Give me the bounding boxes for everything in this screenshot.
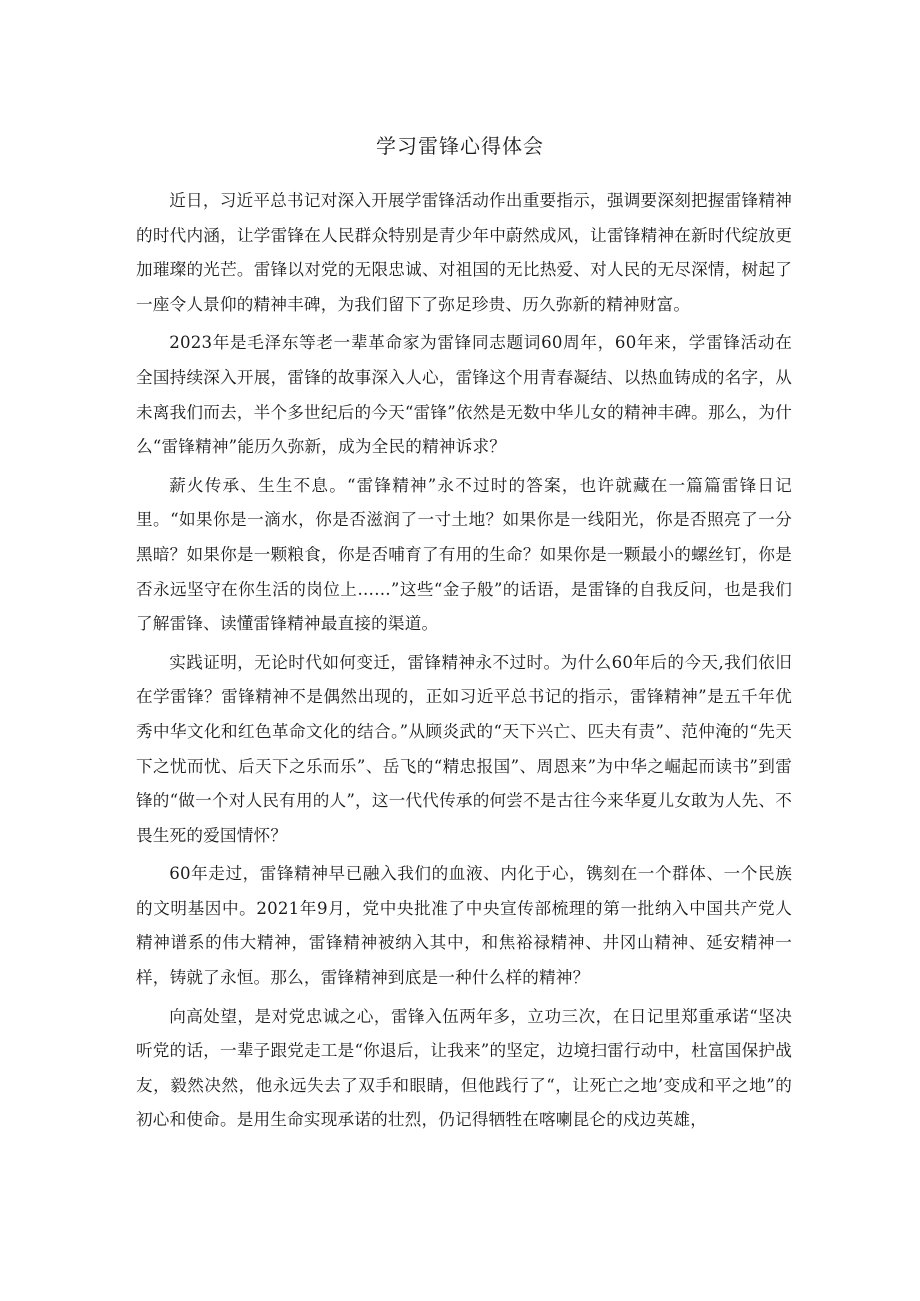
paragraph: 向高处望，是对党忠诚之心，雷锋入伍两年多，立功三次，在日记里郑重承诺“坚决听党的话，一辈子跟党走工是“你退后，让我来”的坚定，边境扫雷行动中，杜富国保护战友，毅然决然，他永远失去了双手和眼睛，但他践行了“，让死亡之地’变成和平之地”的初心和使命。是用生命实现承诺的壮烈，仍记得牺牲在喀喇昆仑的戍边英雄， (136, 1006, 792, 1130)
paragraph: 实践证明，无论时代如何变迁，雷锋精神永不过时。为什么60年后的今天,我们依旧在学雷锋？雷锋精神不是偶然出现的，正如习近平总书记的指示，雷锋精神”是五千年优秀中华文化和红色革命文化的结合。”从顾炎武的“天下兴亡、匹夫有责”、范仲淹的“先天下之忧而忧、后天下之乐而乐”、岳飞的“精忠报国”、周恩来”为中华之崛起而读书”到雷锋的“做一个对人民有用的人”，这一代代传承的何尝不是古往今来华夏儿女敢为人先、不畏生死的爱国情怀？ (136, 652, 792, 845)
paragraph: 薪火传承、生生不息。“雷锋精神”永不过时的答案，也许就藏在一篇篇雷锋日记里。“如果你是一滴水，你是否滋润了一寸土地？如果你是一线阳光，你是否照亮了一分黑暗？如果你是一颗粮食，你是否哺育了有用的生命？如果你是一颗最小的螺丝钉，你是否永远坚守在你生活的岗位上……”这些“金子般”的话语，是雷锋的自我反问，也是我们了解雷锋、读懂雷锋精神最直接的渠道。 (136, 475, 792, 634)
paragraph: 2023年是毛泽东等老一辈革命家为雷锋同志题词60周年，60年来，学雷锋活动在全国持续深入开展，雷锋的故事深入人心，雷锋这个用青春凝结、以热血铸成的名字，从未离我们而去，半个多世纪后的今天“雷锋”依然是无数中华儿女的精神丰碑。那么，为什么“雷锋精神”能历久弥新，成为全民的精神诉求？ (136, 333, 792, 457)
document-body (136, 184, 792, 1142)
document-title: 学习雷锋心得体会 (376, 134, 544, 158)
paragraph: 近日，习近平总书记对深入开展学雷锋活动作出重要指示，强调要深刻把握雷锋精神的时代内涵，让学雷锋在人民群众特别是青少年中蔚然成风，让雷锋精神在新时代绽放更加璀璨的光芒。雷锋以对党的无限忠诚、对祖国的无比热爱、对人民的无尽深情，树起了一座令人景仰的精神丰碑，为我们留下了弥足珍贵、历久弥新的精神财富。 (136, 191, 792, 314)
paragraph: 60年走过，雷锋精神早已融入我们的血液、内化于心，镌刻在一个群体、一个民族的文明基因中。2021年9月，党中央批准了中央宣传部梳理的第一批纳入中国共产党人精神谱系的伟大精神，雷锋精神被纳入其中，和焦裕禄精神、井冈山精神、延安精神一样，铸就了永恒。那么，雷锋精神到底是一种什么样的精神？ (136, 864, 792, 988)
